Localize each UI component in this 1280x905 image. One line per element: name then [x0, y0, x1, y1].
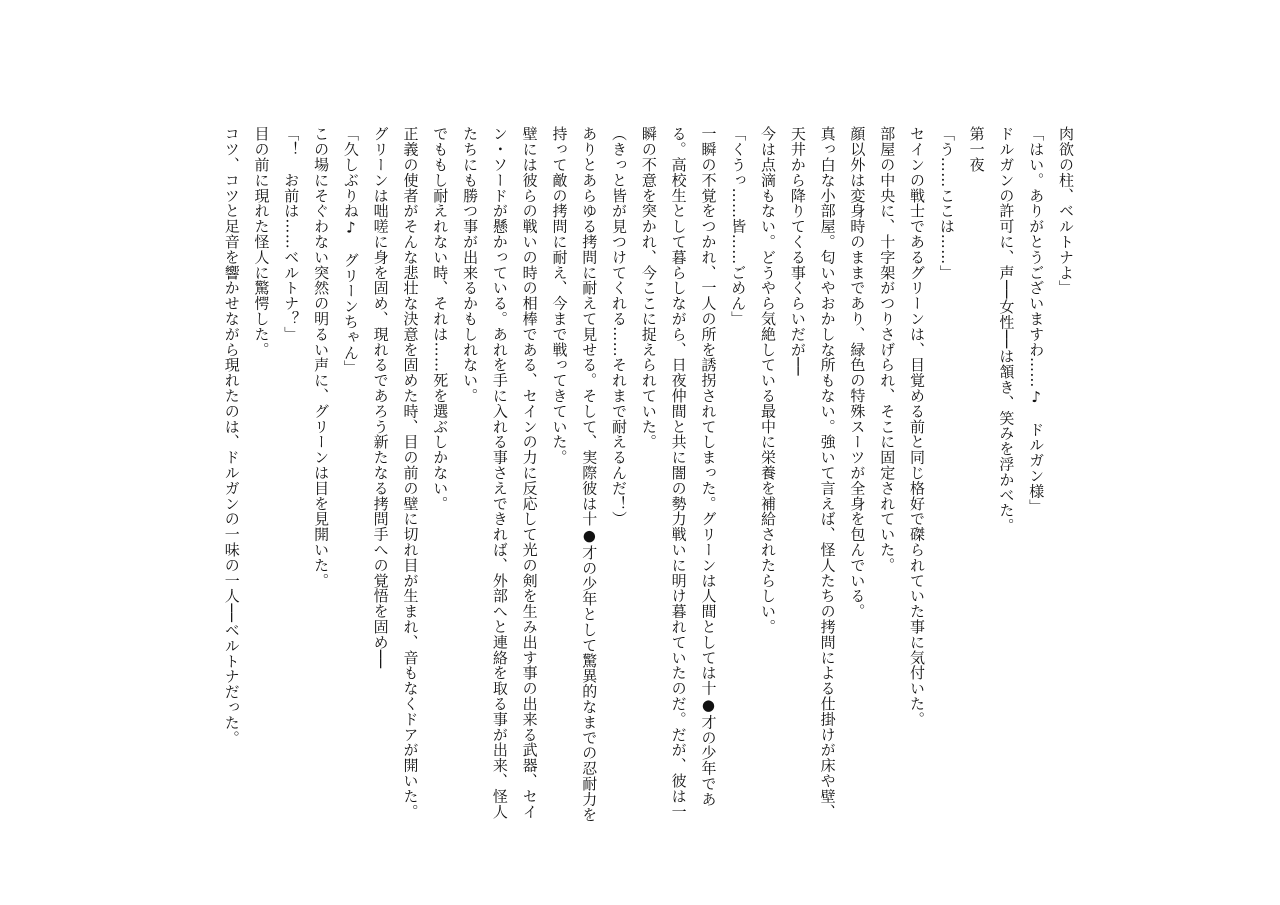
text-line: 目の前に現れた怪人に驚愕した。	[252, 126, 271, 357]
vertical-text-body	[135, 126, 1080, 826]
text-line: グリーンは咄嗟に身を固め、現れるであろう新たなる拷問手への覚悟を固め──	[371, 126, 390, 669]
text-line: 「はい。ありがとうございますわ……♪ ドルガン様」	[1027, 126, 1046, 514]
text-line: 一瞬の不覚をつかれ、一人の所を誘拐されてしまった。グリーンは人間としては十●才の少年である。高校生として暮らしながら、日夜仲間と共に闇の勢力戦いに明け暮れていたのだ。だが、彼は一瞬の不意を突かれ、今ここに捉えられていた。	[639, 126, 718, 819]
text-line: 部屋の中央に、十字架がつりさげられ、そこに固定されていた。	[878, 126, 897, 573]
text-line: 真っ白な小部屋。匂いやおかしな所もない。強いて言えば、怪人たちの拷問による仕掛けが床や壁、天井から降りてくる事くらいだが──	[788, 126, 837, 819]
text-line: 顔以外は変身時のままであり、緑色の特殊スーツが全身を包んでいる。	[848, 126, 867, 619]
text-line: 今は点滴もない。どうやら気絶している最中に栄養を補給されたらしい。	[759, 126, 778, 635]
text-line: 正義の使者がそんな悲壮な決意を固めた時、目の前の壁に切れ目が生まれ、音もなくドアが開いた。	[401, 126, 420, 819]
text-line: ありとあらゆる拷問に耐えて見せる。そして、実際彼は十●才の少年として驚異的なまでの忍耐力を持って敵の拷問に耐え、今まで戦ってきていた。	[550, 126, 599, 822]
text-line: 「くうっ……皆……ごめん」	[729, 126, 748, 327]
text-line: コツ、コツと足音を響かせながら現れたのは、ドルガンの一味の一人──ベルトナだった。	[222, 126, 241, 746]
text-line: ドルガンの許可に、声──女性──は頷き、笑みを浮かべた。	[997, 126, 1016, 534]
text-line: （きっと皆が見つけてくれる……それまで耐えるんだ！）	[610, 126, 629, 527]
text-line: 壁には彼らの戦いの時の相棒である、セインの力に反応して光の剣を生み出す事の出来る武器、セイン・ソードが懸かっている。あれを手に入れる事さえできれば、外部へと連絡を取る事が出来、怪人たちにも勝つ事が出来るかもしれない。	[461, 126, 539, 819]
text-line: でももし耐えれない時、それは……死を選ぶしかない。	[431, 126, 450, 511]
text-line: この場にそぐわない突然の明るい声に、グリーンは目を見開いた。	[312, 126, 331, 588]
text-line: 肉欲の柱、ベルトナよ」	[1057, 126, 1075, 296]
chapter-heading: 第一夜	[967, 126, 986, 173]
text-line: セインの戦士であるグリーンは、目覚める前と同じ格好で磔られていた事に気付いた。	[908, 126, 927, 727]
text-line: 「！ お前は……ベルトナ？」	[282, 126, 301, 342]
text-line: 「久しぶりね♪ グリーンちゃん」	[341, 126, 360, 376]
text-line: 「う……ここは……」	[937, 126, 956, 280]
